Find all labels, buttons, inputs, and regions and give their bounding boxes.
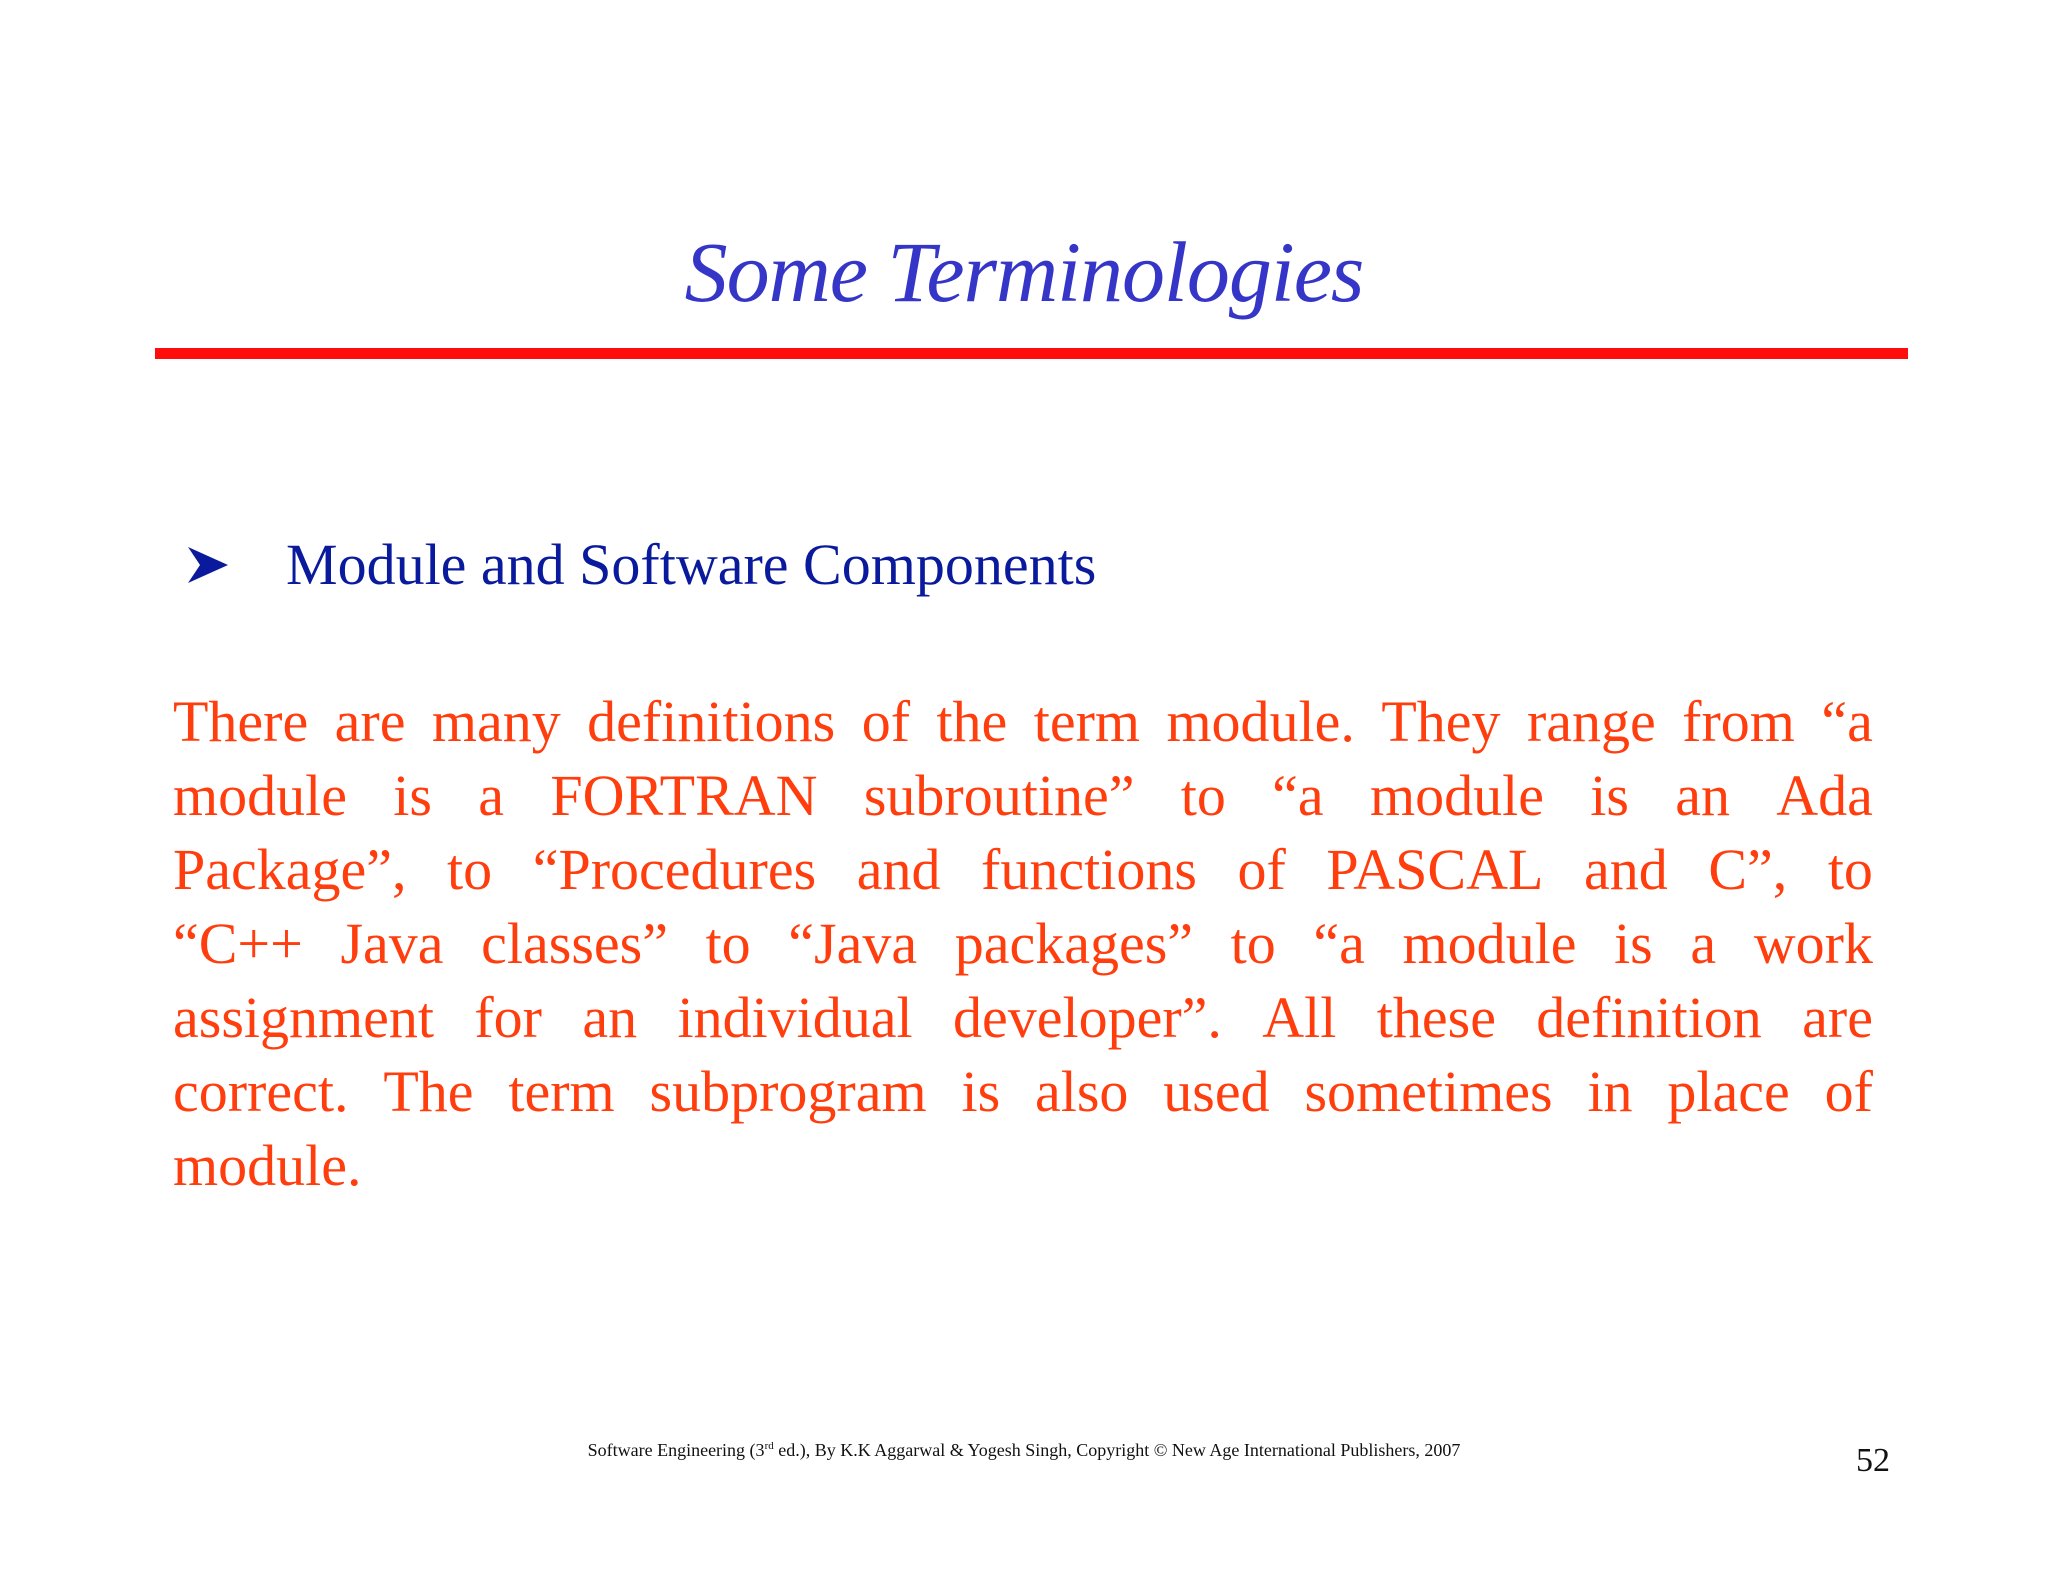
footer-citation-superscript: rd — [764, 1440, 774, 1452]
body-word: an — [1675, 763, 1730, 828]
page-number: 52 — [1856, 1442, 1890, 1479]
body-word: range — [1526, 689, 1656, 754]
body-word: Package”, — [173, 837, 407, 902]
body-word: is — [961, 1059, 1001, 1124]
body-word: “Java — [788, 911, 918, 976]
body-word: developer”. — [953, 985, 1222, 1050]
body-word: is — [393, 763, 432, 828]
body-word: They — [1381, 689, 1501, 754]
body-word: “a — [1821, 689, 1873, 754]
body-word: definitions — [587, 689, 836, 754]
body-word: module. — [1166, 689, 1355, 754]
body-word: All — [1262, 985, 1337, 1050]
footer-citation-end: ed.), By K.K Aggarwal & Yogesh Singh, Copyright © New Age International Publishers, 2007 — [773, 1440, 1461, 1460]
body-word: definition — [1536, 985, 1762, 1050]
body-word: a — [1690, 911, 1717, 976]
body-word: the — [936, 689, 1008, 754]
body-word: are — [1802, 985, 1873, 1050]
body-word: these — [1376, 985, 1496, 1050]
body-line — [173, 1129, 1873, 1203]
body-word: in — [1587, 1059, 1633, 1124]
body-line — [173, 981, 1873, 1055]
body-word: functions — [981, 837, 1197, 902]
body-word: C”, — [1708, 837, 1788, 902]
body-word: There — [173, 689, 309, 754]
body-word: module — [1402, 911, 1577, 976]
body-word: module. — [173, 1133, 362, 1198]
body-word: to — [1230, 911, 1276, 976]
body-word: assignment — [173, 985, 434, 1050]
body-word: also — [1035, 1059, 1129, 1124]
body-word: term — [508, 1059, 615, 1124]
body-line — [173, 1055, 1873, 1129]
body-word: “a — [1313, 911, 1365, 976]
body-word: to — [1180, 763, 1226, 828]
body-word: classes” — [481, 911, 668, 976]
body-word: “C++ — [173, 911, 303, 976]
body-word: many — [431, 689, 561, 754]
body-word: to — [705, 911, 751, 976]
body-word: to — [1827, 837, 1873, 902]
body-word: for — [474, 985, 542, 1050]
body-line — [173, 833, 1873, 907]
body-word: packages” — [954, 911, 1194, 976]
body-word: “Procedures — [532, 837, 817, 902]
body-word: subroutine” — [863, 763, 1135, 828]
body-word: subprogram — [649, 1059, 927, 1124]
body-word: from — [1682, 689, 1795, 754]
body-word: Ada — [1776, 763, 1873, 828]
body-word: “a — [1272, 763, 1324, 828]
body-word: correct. — [173, 1059, 349, 1124]
body-word: an — [582, 985, 638, 1050]
slide-title: Some Terminologies — [684, 224, 1364, 320]
title-divider — [155, 348, 1908, 359]
body-word: are — [334, 689, 406, 754]
body-word: of — [1237, 837, 1286, 902]
body-line — [173, 907, 1873, 981]
body-word: and — [856, 837, 941, 902]
body-word: PASCAL — [1326, 837, 1544, 902]
body-word: used — [1163, 1059, 1270, 1124]
bullet-text: Module and Software Components — [286, 532, 1097, 597]
body-word: term — [1033, 689, 1141, 754]
body-paragraph — [173, 685, 1873, 1203]
body-word: to — [447, 837, 493, 902]
body-word: FORTRAN — [550, 763, 818, 828]
footer-citation-start: Software Engineering (3 — [587, 1440, 765, 1460]
body-word: sometimes — [1304, 1059, 1553, 1124]
bullet-item — [186, 530, 1096, 600]
body-word: work — [1753, 911, 1873, 976]
arrowhead-bullet-icon — [186, 545, 230, 585]
body-word: individual — [677, 985, 913, 1050]
body-word: place — [1667, 1059, 1790, 1124]
body-line — [173, 685, 1873, 759]
body-word: of — [1824, 1059, 1873, 1124]
body-word: The — [383, 1059, 474, 1124]
body-line — [173, 759, 1873, 833]
body-word: module — [173, 763, 347, 828]
body-word: and — [1584, 837, 1668, 902]
body-word: a — [478, 763, 505, 828]
body-word: of — [861, 689, 911, 754]
body-word: is — [1590, 763, 1629, 828]
body-word: module — [1369, 763, 1544, 828]
body-word: is — [1614, 911, 1653, 976]
footer-citation — [0, 1438, 2048, 1462]
body-word: Java — [340, 911, 444, 976]
